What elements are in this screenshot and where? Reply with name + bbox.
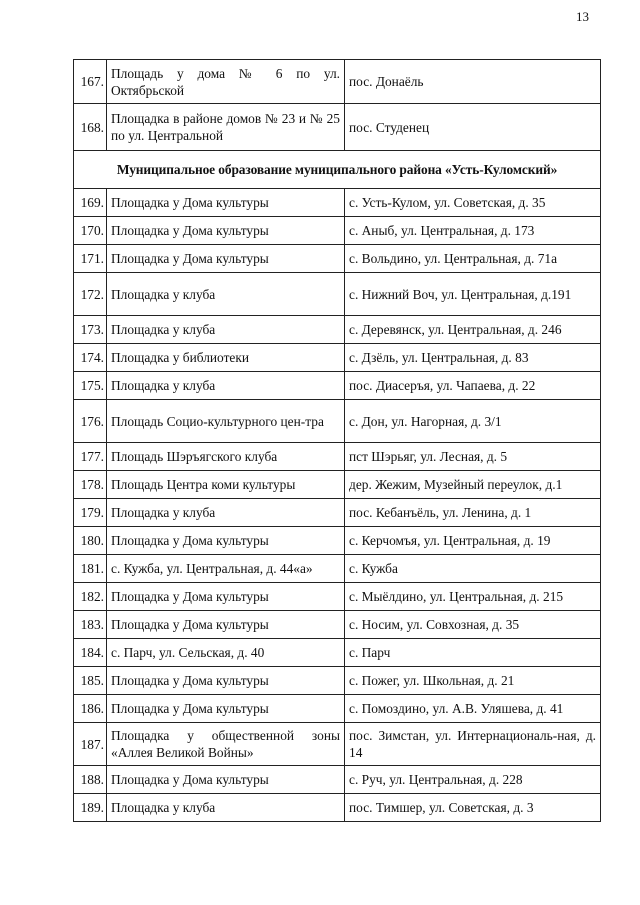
row-number: 174. (74, 344, 107, 372)
venue-address: с. Деревянск, ул. Центральная, д. 246 (345, 316, 601, 344)
venue-address: пос. Тимшер, ул. Советская, д. 3 (345, 794, 601, 822)
row-number: 188. (74, 766, 107, 794)
table-row (74, 611, 601, 639)
venue-name: Площадка у Дома культуры (107, 766, 345, 794)
table-row (74, 723, 601, 766)
venue-name: Площадка у Дома культуры (107, 667, 345, 695)
table-row (74, 217, 601, 245)
venues-table (73, 59, 601, 822)
table-row (74, 273, 601, 316)
venue-address: с. Руч, ул. Центральная, д. 228 (345, 766, 601, 794)
table-row (74, 555, 601, 583)
venue-name: Площадка у клуба (107, 794, 345, 822)
venue-address: с. Нижний Воч, ул. Центральная, д.191 (345, 273, 601, 316)
row-number: 173. (74, 316, 107, 344)
row-number: 170. (74, 217, 107, 245)
row-number: 179. (74, 499, 107, 527)
table-row (74, 344, 601, 372)
venue-name: Площадка у Дома культуры (107, 611, 345, 639)
row-number: 186. (74, 695, 107, 723)
row-number: 177. (74, 443, 107, 471)
row-number: 180. (74, 527, 107, 555)
venue-name: Площадь Шэръягского клуба (107, 443, 345, 471)
section-group (74, 151, 601, 189)
table-row (74, 499, 601, 527)
table-row (74, 695, 601, 723)
venue-address: пос. Донаёль (345, 60, 601, 104)
rows-before (74, 60, 601, 151)
venue-address: с. Аныб, ул. Центральная, д. 173 (345, 217, 601, 245)
table-row (74, 766, 601, 794)
page-number: 13 (576, 9, 589, 24)
venue-name: Площадка у Дома культуры (107, 695, 345, 723)
venue-address: пст Шэрьяг, ул. Лесная, д. 5 (345, 443, 601, 471)
venue-name: Площадка у клуба (107, 316, 345, 344)
venue-address: с. Дон, ул. Нагорная, д. 3/1 (345, 400, 601, 443)
row-number: 178. (74, 471, 107, 499)
table-row (74, 400, 601, 443)
venue-name: Площадка у Дома культуры (107, 189, 345, 217)
venue-address: пос. Кебанъёль, ул. Ленина, д. 1 (345, 499, 601, 527)
venue-name: Площадка у клуба (107, 499, 345, 527)
rows-after (74, 189, 601, 822)
row-number: 171. (74, 245, 107, 273)
venue-name: Площадь у дома № 6 по ул. Октябрьской (107, 60, 345, 104)
venue-name: Площадка у общественной зоны «Аллея Великой Войны» (107, 723, 345, 766)
row-number: 183. (74, 611, 107, 639)
row-number: 184. (74, 639, 107, 667)
venue-address: с. Носим, ул. Совхозная, д. 35 (345, 611, 601, 639)
row-number: 167. (74, 60, 107, 104)
row-number: 181. (74, 555, 107, 583)
table-row (74, 104, 601, 151)
row-number: 182. (74, 583, 107, 611)
table-row (74, 189, 601, 217)
table-row (74, 245, 601, 273)
table-row (74, 527, 601, 555)
venue-name: Площадка у Дома культуры (107, 527, 345, 555)
venue-address: пос. Диасеръя, ул. Чапаева, д. 22 (345, 372, 601, 400)
venue-name: Площадка у клуба (107, 273, 345, 316)
row-number: 168. (74, 104, 107, 151)
row-number: 189. (74, 794, 107, 822)
row-number: 175. (74, 372, 107, 400)
venue-name: Площадь Социо-культурного цен-тра (107, 400, 345, 443)
venue-address: пос. Зимстан, ул. Интернациональ-ная, д. 14 (345, 723, 601, 766)
venue-name: Площадка у Дома культуры (107, 583, 345, 611)
section-title: Муниципальное образование муниципального района «Усть-Куломский» (74, 151, 601, 189)
venue-address: с. Пожег, ул. Школьная, д. 21 (345, 667, 601, 695)
venue-address: с. Усть-Кулом, ул. Советская, д. 35 (345, 189, 601, 217)
venue-address: с. Мыёлдино, ул. Центральная, д. 215 (345, 583, 601, 611)
venue-name: с. Парч, ул. Сельская, д. 40 (107, 639, 345, 667)
venue-name: Площадка у Дома культуры (107, 245, 345, 273)
venue-address: с. Керчомъя, ул. Центральная, д. 19 (345, 527, 601, 555)
venue-address: с. Помоздино, ул. А.В. Уляшева, д. 41 (345, 695, 601, 723)
venue-name: Площадка в районе домов № 23 и № 25 по ул. Центральной (107, 104, 345, 151)
venue-address: с. Кужба (345, 555, 601, 583)
venue-name: с. Кужба, ул. Центральная, д. 44«а» (107, 555, 345, 583)
venue-address: дер. Жежим, Музейный переулок, д.1 (345, 471, 601, 499)
table-row (74, 639, 601, 667)
table-row (74, 443, 601, 471)
row-number: 185. (74, 667, 107, 695)
row-number: 169. (74, 189, 107, 217)
section-header-row (74, 151, 601, 189)
table-row (74, 583, 601, 611)
row-number: 187. (74, 723, 107, 766)
table-row (74, 372, 601, 400)
row-number: 172. (74, 273, 107, 316)
venue-name: Площадка у библиотеки (107, 344, 345, 372)
venue-name: Площадка у Дома культуры (107, 217, 345, 245)
venue-name: Площадка у клуба (107, 372, 345, 400)
table-row (74, 316, 601, 344)
venue-address: с. Парч (345, 639, 601, 667)
venue-address: пос. Студенец (345, 104, 601, 151)
venue-address: с. Дзёль, ул. Центральная, д. 83 (345, 344, 601, 372)
table-row (74, 60, 601, 104)
row-number: 176. (74, 400, 107, 443)
table-row (74, 794, 601, 822)
venue-address: с. Вольдино, ул. Центральная, д. 71а (345, 245, 601, 273)
venue-name: Площадь Центра коми культуры (107, 471, 345, 499)
table-row (74, 667, 601, 695)
table-row (74, 471, 601, 499)
